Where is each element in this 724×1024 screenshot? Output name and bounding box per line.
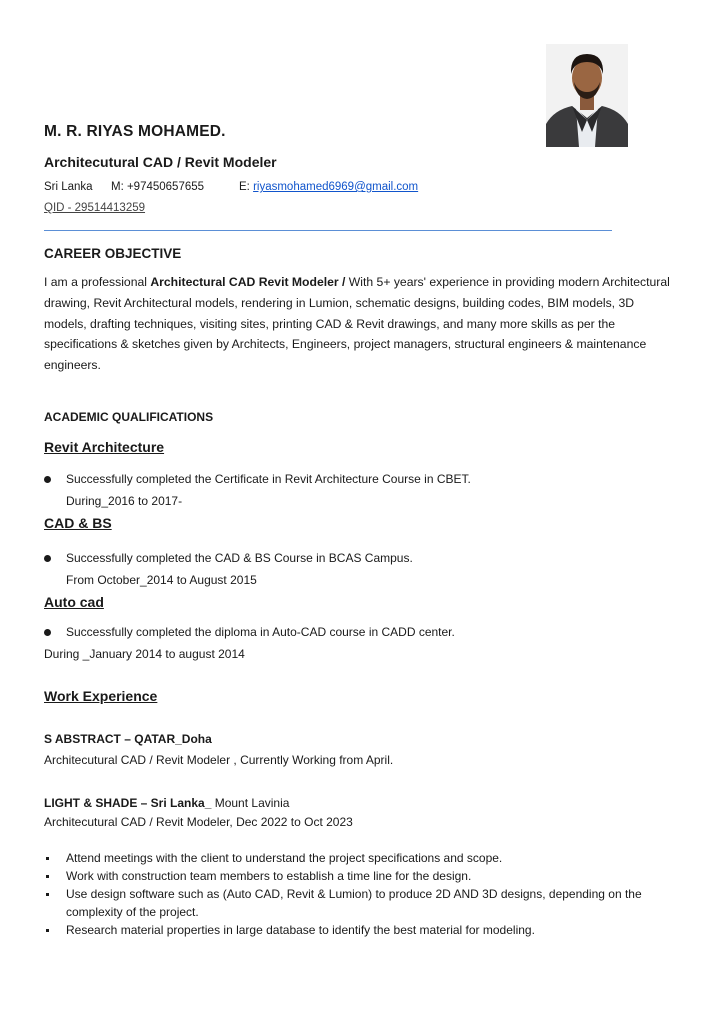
academic-heading: ACADEMIC QUALIFICATIONS <box>44 410 214 424</box>
bullet-dot-icon <box>44 476 51 483</box>
bullet-dot-icon <box>44 629 51 636</box>
bullet-dot-icon <box>44 555 51 562</box>
candidate-name: M. R. RIYAS MOHAMED. <box>44 123 226 140</box>
career-objective-text <box>44 272 680 376</box>
job-duties-list <box>44 849 680 939</box>
contact-line <box>44 181 418 193</box>
job-company-name: LIGHT & SHADE – Sri Lanka_ <box>44 796 212 810</box>
qualification-bullet-text: Successfully completed the diploma in Auto-CAD course in CADD center. <box>66 625 455 639</box>
duty-text: Research material properties in large database to identify the best material for modeling. <box>66 923 535 937</box>
qualification-bullet-text: Successfully completed the Certificate in Revit Architecture Course in CBET. <box>66 472 471 486</box>
qid-text: QID - 29514413259 <box>44 202 146 214</box>
bullet-square-icon <box>46 929 49 932</box>
candidate-role: Architecutural CAD / Revit Modeler <box>44 154 277 170</box>
job-position: Architecutural CAD / Revit Modeler, Dec 2022 to Oct 2023 <box>44 815 353 829</box>
duty-text: Use design software such as (Auto CAD, Revit & Lumion) to produce 2D AND 3D designs, depending on the complexity of the project. <box>66 887 642 919</box>
qualification-period: From October_2014 to August 2015 <box>66 573 257 587</box>
job-company <box>44 732 212 746</box>
list-item <box>44 921 680 939</box>
location-text: Sri Lanka <box>44 181 93 193</box>
bullet-square-icon <box>46 857 49 860</box>
job-company-location: Mount Lavinia <box>211 796 290 810</box>
email-link[interactable]: riyasmohamed6969@gmail.com <box>253 181 419 193</box>
qualification-title: CAD & BS <box>44 515 112 531</box>
qualification-period: During _January 2014 to august 2014 <box>44 647 245 661</box>
bullet-square-icon <box>46 893 49 896</box>
bullet-square-icon <box>46 875 49 878</box>
list-item <box>44 885 680 921</box>
qualification-bullet-text: Successfully completed the CAD & BS Course in BCAS Campus. <box>66 551 413 565</box>
list-item <box>44 849 680 867</box>
qualification-period: During_2016 to 2017- <box>66 494 183 508</box>
work-experience-heading: Work Experience <box>44 688 158 704</box>
email-label: E: <box>239 181 254 193</box>
job-position: Architecutural CAD / Revit Modeler , Currently Working from April. <box>44 753 394 767</box>
career-intro: I am a professional <box>44 275 151 289</box>
header-divider <box>44 230 612 231</box>
career-bold-title: Architectural CAD Revit Modeler / <box>150 275 346 289</box>
qualification-title: Auto cad <box>44 594 104 610</box>
profile-photo <box>546 44 628 147</box>
mobile-number: M: +97450657655 <box>111 181 205 193</box>
job-company <box>44 796 289 810</box>
list-item <box>44 867 680 885</box>
job-company-name: S ABSTRACT – QATAR_Doha <box>44 732 212 746</box>
career-body: With 5+ years' experience in providing modern Architectural drawing, Revit Architectural models, rendering in Lumion, schematic designs, building codes, BIM models, 3D models, drafting techniques, visiting sites, printing CAD & Revit drawings, and many more skills as per the specifications & sketches given by Architects, Engineers, project managers, structural engineers & maintenance engineers. <box>44 275 670 373</box>
duty-text: Attend meetings with the client to understand the project specifications and scope. <box>66 851 503 865</box>
career-objective-heading: CAREER OBJECTIVE <box>44 246 182 261</box>
qualification-title: Revit Architecture <box>44 439 165 455</box>
duty-text: Work with construction team members to establish a time line for the design. <box>66 869 472 883</box>
